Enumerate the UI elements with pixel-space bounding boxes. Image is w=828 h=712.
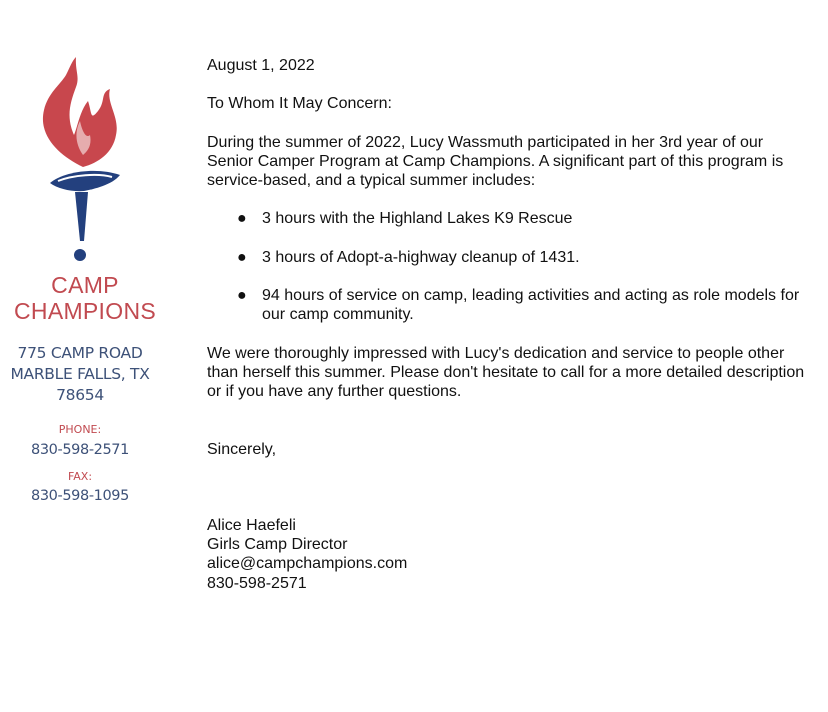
torch-handle	[75, 192, 88, 241]
letter-body	[207, 56, 807, 593]
address-zip: 78654	[56, 386, 104, 404]
fax-label: FAX:	[67, 470, 93, 483]
phone-number: 830-598-2571	[31, 442, 129, 458]
list-item	[207, 286, 807, 325]
bullet-icon: ●	[237, 248, 247, 266]
letter-paragraph-2: We were thoroughly impressed with Lucy's dedication and service to people other than herself this summer. Please don't hesitate to call for a more detailed description or if you have any further questions.	[207, 344, 805, 401]
torch-flame	[43, 57, 117, 167]
duty-text: 3 hours with the Highland Lakes K9 Rescue	[262, 210, 573, 228]
signer-title: Girls Camp Director	[207, 536, 348, 554]
phone-label: PHONE:	[58, 423, 102, 436]
fax-number: 830-598-1095	[31, 488, 129, 504]
bullet-icon: ●	[237, 210, 247, 228]
address-street: 775 CAMP ROAD	[17, 344, 143, 362]
camp-address	[0, 343, 160, 406]
brand-line-1: CAMP	[51, 272, 119, 298]
address-city: MARBLE FALLS, TX	[10, 365, 150, 383]
duty-text: 3 hours of Adopt-a-highway cleanup of 1431.	[262, 248, 580, 266]
service-duties-list	[207, 209, 807, 324]
signature-block	[207, 516, 807, 593]
brand-name	[0, 272, 170, 324]
signer-email: alice@campchampions.com	[207, 555, 408, 573]
signer-name: Alice Haefeli	[207, 516, 296, 534]
letter-paragraph-1: During the summer of 2022, Lucy Wassmuth participated in her 3rd year of our Senior Camper Program at Camp Champions. A significant part of this program is service-based, and a typical summer includes:	[207, 133, 784, 190]
signer-phone: 830-598-2571	[207, 574, 307, 592]
brand-line-2: CHAMPIONS	[14, 298, 156, 324]
letter-date: August 1, 2022	[207, 57, 315, 74]
letter-closing: Sincerely,	[207, 440, 277, 458]
list-item	[207, 209, 807, 228]
letterhead-sidebar	[0, 0, 170, 712]
torch-logo-icon	[28, 55, 138, 270]
letter-salutation: To Whom It May Concern:	[207, 95, 392, 113]
bullet-icon: ●	[237, 287, 247, 305]
duty-text: 94 hours of service on camp, leading activities and acting as role models for our camp community.	[262, 287, 800, 324]
list-item	[207, 248, 807, 267]
